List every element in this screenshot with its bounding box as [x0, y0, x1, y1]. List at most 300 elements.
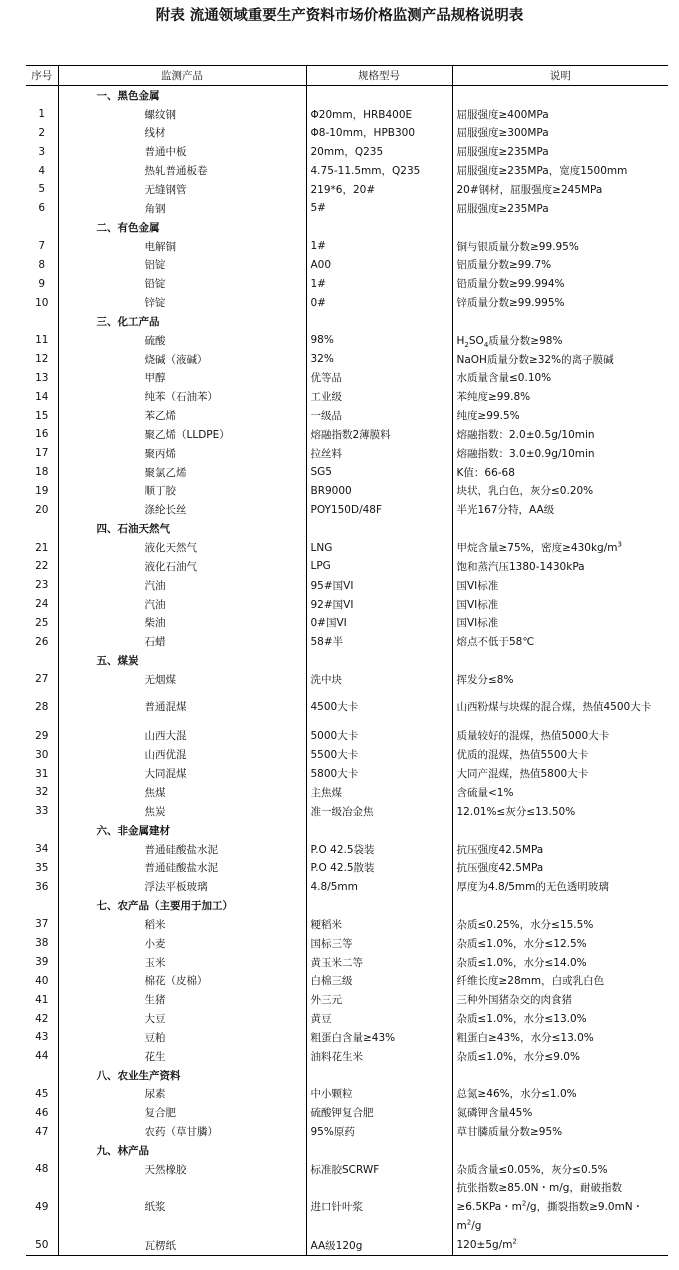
- product-name: 瓦楞纸: [58, 1236, 306, 1255]
- spec-cell: 准一级冶金焦: [306, 802, 452, 821]
- row-number: [26, 896, 58, 915]
- desc-cell: 熔点不低于58℃: [452, 632, 668, 651]
- product-name: 烧碱（液碱）: [58, 350, 306, 369]
- desc-cell: 草甘膦质量分数≥95%: [452, 1122, 668, 1141]
- product-name: 普通中板: [58, 142, 306, 161]
- table-row: [26, 387, 668, 406]
- table-row: [26, 105, 668, 124]
- spec-cell: 中小颗粒: [306, 1085, 452, 1104]
- desc-cell: $H_2SO_4$质量分数≥98%: [452, 331, 668, 350]
- spec-cell: Φ8-10mm，HPB300: [306, 124, 452, 143]
- table-row: [26, 877, 668, 896]
- spec-cell: 98%: [306, 331, 452, 350]
- row-number: 12: [35, 353, 49, 366]
- desc-cell: 铝质量分数≥99.7%: [452, 255, 668, 274]
- spec-cell: A00: [306, 255, 452, 274]
- row-number: 20: [35, 503, 49, 516]
- category-row: [26, 1141, 668, 1160]
- row-number: 17: [35, 447, 49, 460]
- row-number: 46: [35, 1106, 49, 1119]
- desc-cell: 国VI标准: [452, 576, 668, 595]
- category-row: [26, 218, 668, 237]
- product-name: 棉花（皮棉）: [58, 972, 306, 991]
- spec-cell: 熔融指数2薄膜料: [306, 425, 452, 444]
- spec-cell: 1#: [306, 274, 452, 293]
- table-row: [26, 444, 668, 463]
- spec-cell: 洗中块: [306, 670, 452, 689]
- spec-cell: [306, 519, 452, 538]
- spec-cell: 外三元: [306, 990, 452, 1009]
- row-number: 26: [35, 635, 49, 648]
- spec-cell: P.O 42.5散装: [306, 858, 452, 877]
- spec-cell: 5#: [306, 199, 452, 218]
- row-number: 16: [35, 428, 49, 441]
- table-row: [26, 180, 668, 199]
- row-number: 41: [35, 993, 49, 1006]
- product-name: 普通硅酸盐水泥: [58, 840, 306, 859]
- table-row: [26, 463, 668, 482]
- table-row: [26, 915, 668, 934]
- spec-table: [26, 65, 668, 1256]
- desc-cell: [452, 218, 668, 237]
- category-row: [26, 1066, 668, 1085]
- table-row: [26, 124, 668, 143]
- row-number: 18: [35, 466, 49, 479]
- row-number: 40: [35, 974, 49, 987]
- header-spec: 规格型号: [306, 66, 452, 86]
- row-number: [26, 651, 58, 670]
- product-name: 豆粕: [58, 1028, 306, 1047]
- desc-cell: [452, 85, 668, 104]
- table-row: [26, 595, 668, 614]
- category-row: [26, 821, 668, 840]
- product-name: 汽油: [58, 576, 306, 595]
- table-row: [26, 331, 668, 350]
- desc-cell: 屈服强度≥235MPa: [452, 199, 668, 218]
- table-row: [26, 274, 668, 293]
- row-number: [26, 312, 58, 331]
- row-number: 9: [38, 277, 46, 290]
- product-name: 苯乙烯: [58, 406, 306, 425]
- row-number: 13: [35, 371, 49, 384]
- desc-cell: 抗压强度42.5MPa: [452, 840, 668, 859]
- table-row: [26, 482, 668, 501]
- product-name: 锌锭: [58, 293, 306, 312]
- product-name: 铅锭: [58, 274, 306, 293]
- spec-cell: 95%原药: [306, 1122, 452, 1141]
- product-name: 焦炭: [58, 802, 306, 821]
- table-body: [26, 85, 668, 1255]
- product-name: 山西优混: [58, 745, 306, 764]
- table-row: [26, 1047, 668, 1066]
- table-row: [26, 670, 668, 689]
- product-name: 聚乙烯（LLDPE）: [58, 425, 306, 444]
- product-name: 汽油: [58, 595, 306, 614]
- table-row: [26, 1085, 668, 1104]
- category-row: [26, 651, 668, 670]
- row-number: 11: [35, 334, 49, 347]
- desc-cell: 抗压强度42.5MPa: [452, 858, 668, 877]
- desc-cell: K值：66-68: [452, 463, 668, 482]
- table-row: [26, 1028, 668, 1047]
- category-name: 二、有色金属: [58, 218, 306, 237]
- category-name: 四、石油天然气: [58, 519, 306, 538]
- desc-cell: $120\pm 5g/m^2$: [452, 1236, 668, 1255]
- category-row: [26, 312, 668, 331]
- row-number: 34: [35, 843, 49, 856]
- desc-cell: 水质量含量≤0.10%: [452, 369, 668, 388]
- category-name: 三、化工产品: [58, 312, 306, 331]
- desc-cell: 屈服强度≥235MPa: [452, 142, 668, 161]
- product-name: 尿素: [58, 1085, 306, 1104]
- desc-cell: 杂质≤1.0%，水分≤13.0%: [452, 1009, 668, 1028]
- product-name: 聚丙烯: [58, 444, 306, 463]
- desc-cell: 杂质≤1.0%，水分≤9.0%: [452, 1047, 668, 1066]
- spec-cell: 58#半: [306, 632, 452, 651]
- desc-cell: [452, 651, 668, 670]
- table-row: [26, 802, 668, 821]
- desc-cell: 总氮≥46%，水分≤1.0%: [452, 1085, 668, 1104]
- row-number: 47: [35, 1125, 49, 1138]
- desc-cell: 半光167分特，AA级: [452, 500, 668, 519]
- desc-cell: 大同产混煤，热值5800大卡: [452, 764, 668, 783]
- table-row: [26, 557, 668, 576]
- spec-cell: [306, 85, 452, 104]
- product-name: 无烟煤: [58, 670, 306, 689]
- desc-cell: [452, 821, 668, 840]
- table-row: [26, 953, 668, 972]
- product-name: 聚氯乙烯: [58, 463, 306, 482]
- table-row: [26, 1160, 668, 1179]
- desc-cell: [452, 312, 668, 331]
- product-name: 硫酸: [58, 331, 306, 350]
- table-row: [26, 350, 668, 369]
- row-number: 6: [38, 202, 46, 215]
- row-number: 37: [35, 918, 49, 931]
- spec-cell: 4500大卡: [306, 689, 452, 727]
- spec-cell: 32%: [306, 350, 452, 369]
- table-row: [26, 576, 668, 595]
- table-row: [26, 199, 668, 218]
- desc-cell: 质量较好的混煤，热值5000大卡: [452, 727, 668, 746]
- spec-cell: 粳稻米: [306, 915, 452, 934]
- row-number: 19: [35, 484, 49, 497]
- spec-cell: [306, 312, 452, 331]
- product-name: 液化石油气: [58, 557, 306, 576]
- spec-cell: 219*6，20#: [306, 180, 452, 199]
- row-number: [26, 821, 58, 840]
- product-name: 玉米: [58, 953, 306, 972]
- table-row: [26, 613, 668, 632]
- spec-cell: 4.8/5mm: [306, 877, 452, 896]
- desc-cell: 三种外国猪杂交的肉食猪: [452, 990, 668, 1009]
- row-number: 23: [35, 579, 49, 592]
- desc-cell: [452, 519, 668, 538]
- spec-cell: 拉丝料: [306, 444, 452, 463]
- row-number: 38: [35, 937, 49, 950]
- product-name: 纸浆: [58, 1179, 306, 1236]
- row-number: [26, 1141, 58, 1160]
- row-number: 49: [35, 1200, 49, 1213]
- row-number: [26, 1066, 58, 1085]
- row-number: 14: [35, 390, 49, 403]
- spec-cell: 黄玉米二等: [306, 953, 452, 972]
- row-number: 7: [38, 240, 46, 253]
- table-row: [26, 990, 668, 1009]
- spec-cell: 5500大卡: [306, 745, 452, 764]
- product-name: 小麦: [58, 934, 306, 953]
- category-name: 六、非金属建材: [58, 821, 306, 840]
- category-name: 九、林产品: [58, 1141, 306, 1160]
- product-name: 焦煤: [58, 783, 306, 802]
- row-number: 45: [35, 1087, 49, 1100]
- row-number: 43: [35, 1031, 49, 1044]
- row-number: 2: [38, 126, 46, 139]
- spec-cell: LNG: [306, 538, 452, 557]
- product-name: 普通硅酸盐水泥: [58, 858, 306, 877]
- table-row: [26, 237, 668, 256]
- table-row: [26, 1236, 668, 1255]
- product-name: 浮法平板玻璃: [58, 877, 306, 896]
- product-name: 甲醇: [58, 369, 306, 388]
- desc-cell: 纯度≥99.5%: [452, 406, 668, 425]
- spec-cell: 黄豆: [306, 1009, 452, 1028]
- table-row: [26, 142, 668, 161]
- product-name: 柴油: [58, 613, 306, 632]
- table-row: [26, 764, 668, 783]
- table-row: [26, 538, 668, 557]
- row-number: 25: [35, 616, 49, 629]
- header-product: 监测产品: [58, 66, 306, 86]
- desc-cell: 粗蛋白≥43%，水分≤13.0%: [452, 1028, 668, 1047]
- desc-cell: 含硫量<1%: [452, 783, 668, 802]
- row-number: 44: [35, 1050, 49, 1063]
- spec-cell: 进口针叶浆: [306, 1179, 452, 1236]
- table-row: [26, 1009, 668, 1028]
- row-number: 24: [35, 598, 49, 611]
- spec-cell: 标准胶SCRWF: [306, 1160, 452, 1179]
- desc-cell: 杂质≤0.25%，水分≤15.5%: [452, 915, 668, 934]
- row-number: 36: [35, 880, 49, 893]
- spec-cell: 硫酸钾复合肥: [306, 1103, 452, 1122]
- row-number: 48: [35, 1163, 49, 1176]
- category-row: [26, 519, 668, 538]
- desc-cell: 屈服强度≥235MPa，宽度1500mm: [452, 161, 668, 180]
- row-number: 1: [38, 108, 46, 121]
- desc-cell: 饱和蒸汽压1380-1430kPa: [452, 557, 668, 576]
- category-name: 五、煤炭: [58, 651, 306, 670]
- row-number: 32: [35, 786, 49, 799]
- row-number: 10: [35, 296, 49, 309]
- spec-cell: BR9000: [306, 482, 452, 501]
- desc-cell: NaOH质量分数≥32%的离子膜碱: [452, 350, 668, 369]
- product-name: 铝锭: [58, 255, 306, 274]
- product-name: 山西大混: [58, 727, 306, 746]
- spec-cell: 白棉三级: [306, 972, 452, 991]
- table-row: [26, 369, 668, 388]
- desc-cell: 厚度为4.8/5mm的无色透明玻璃: [452, 877, 668, 896]
- spec-cell: 20mm，Q235: [306, 142, 452, 161]
- spec-cell: [306, 821, 452, 840]
- table-row: [26, 161, 668, 180]
- header-no: 序号: [26, 66, 58, 86]
- page-title: 附表 流通领域重要生产资料市场价格监测产品规格说明表: [155, 7, 524, 24]
- spec-cell: 0#国VI: [306, 613, 452, 632]
- table-row: [26, 293, 668, 312]
- desc-cell: 国VI标准: [452, 613, 668, 632]
- product-name: 普通混煤: [58, 689, 306, 727]
- spec-cell: [306, 896, 452, 915]
- product-name: 热轧普通板卷: [58, 161, 306, 180]
- table-row: [26, 934, 668, 953]
- table-row: [26, 689, 668, 727]
- spec-cell: 92#国VI: [306, 595, 452, 614]
- spec-cell: 主焦煤: [306, 783, 452, 802]
- desc-cell: [452, 896, 668, 915]
- desc-cell: 挥发分≤8%: [452, 670, 668, 689]
- product-name: 大豆: [58, 1009, 306, 1028]
- desc-cell: 杂质≤1.0%，水分≤12.5%: [452, 934, 668, 953]
- product-name: 角钢: [58, 199, 306, 218]
- category-row: [26, 85, 668, 104]
- spec-cell: 4.75-11.5mm，Q235: [306, 161, 452, 180]
- row-number: 21: [35, 541, 49, 554]
- header-desc: 说明: [452, 66, 668, 86]
- row-number: 28: [35, 701, 49, 714]
- table-row: [26, 255, 668, 274]
- spec-cell: 5000大卡: [306, 727, 452, 746]
- table-row: [26, 840, 668, 859]
- spec-cell: P.O 42.5袋装: [306, 840, 452, 859]
- table-row: [26, 783, 668, 802]
- desc-cell: 抗张指数≥85.0N・m/g，耐破指数≥6.5KPa・$m^2/g$，撕裂指数≥9.0mN・$m^2/g$: [452, 1179, 668, 1236]
- row-number: 39: [35, 956, 49, 969]
- category-name: 七、农产品（主要用于加工）: [58, 896, 306, 915]
- spec-cell: 优等品: [306, 369, 452, 388]
- product-name: 纯苯（石油苯）: [58, 387, 306, 406]
- spec-cell: [306, 218, 452, 237]
- table-row: [26, 727, 668, 746]
- row-number: 22: [35, 560, 49, 573]
- spec-cell: 油料花生米: [306, 1047, 452, 1066]
- desc-cell: 国VI标准: [452, 595, 668, 614]
- spec-cell: [306, 1066, 452, 1085]
- spec-cell: Φ20mm，HRB400E: [306, 105, 452, 124]
- row-number: 33: [35, 805, 49, 818]
- desc-cell: 山西粉煤与块煤的混合煤，热值4500大卡: [452, 689, 668, 727]
- table-row: [26, 1122, 668, 1141]
- desc-cell: 熔融指数：3.0±0.9g/10min: [452, 444, 668, 463]
- table-row: [26, 972, 668, 991]
- row-number: 29: [35, 729, 49, 742]
- row-number: 42: [35, 1012, 49, 1025]
- spec-cell: [306, 1141, 452, 1160]
- desc-cell: 优质的混煤，热值5500大卡: [452, 745, 668, 764]
- spec-cell: SG5: [306, 463, 452, 482]
- desc-cell: 纤维长度≥28mm，白或乳白色: [452, 972, 668, 991]
- product-name: 石蜡: [58, 632, 306, 651]
- table-header-row: [26, 66, 668, 86]
- table-row: [26, 425, 668, 444]
- spec-cell: 粗蛋白含量≥43%: [306, 1028, 452, 1047]
- category-name: 一、黑色金属: [58, 85, 306, 104]
- desc-cell: 氮磷钾含量45%: [452, 1103, 668, 1122]
- row-number: 35: [35, 861, 49, 874]
- product-name: 农药（草甘膦）: [58, 1122, 306, 1141]
- product-name: 大同混煤: [58, 764, 306, 783]
- product-name: 液化天然气: [58, 538, 306, 557]
- spec-cell: 一级品: [306, 406, 452, 425]
- desc-cell: 屈服强度≥300MPa: [452, 124, 668, 143]
- product-name: 花生: [58, 1047, 306, 1066]
- spec-cell: 1#: [306, 237, 452, 256]
- product-name: 天然橡胶: [58, 1160, 306, 1179]
- row-number: 4: [38, 164, 46, 177]
- desc-cell: 12.01%≤灰分≤13.50%: [452, 802, 668, 821]
- product-name: 复合肥: [58, 1103, 306, 1122]
- spec-cell: [306, 651, 452, 670]
- desc-cell: 块状，乳白色，灰分≤0.20%: [452, 482, 668, 501]
- table-row: [26, 858, 668, 877]
- row-number: [26, 519, 58, 538]
- spec-cell: 95#国VI: [306, 576, 452, 595]
- row-number: 50: [26, 1236, 58, 1255]
- row-number: 31: [35, 767, 49, 780]
- spec-cell: 5800大卡: [306, 764, 452, 783]
- desc-cell: 杂质含量≤0.05%，灰分≤0.5%: [452, 1160, 668, 1179]
- row-number: 27: [35, 673, 49, 686]
- spec-cell: 国标三等: [306, 934, 452, 953]
- spec-cell: 0#: [306, 293, 452, 312]
- spec-cell: LPG: [306, 557, 452, 576]
- product-name: 无缝钢管: [58, 180, 306, 199]
- product-name: 螺纹钢: [58, 105, 306, 124]
- desc-cell: 甲烷含量≥75%，密度$\ge 430kg/m^3$: [452, 538, 668, 557]
- desc-cell: [452, 1141, 668, 1160]
- row-number: 30: [35, 748, 49, 761]
- desc-cell: 屈服强度≥400MPa: [452, 105, 668, 124]
- desc-cell: 熔融指数：2.0±0.5g/10min: [452, 425, 668, 444]
- category-row: [26, 896, 668, 915]
- product-name: 线材: [58, 124, 306, 143]
- product-name: 稻米: [58, 915, 306, 934]
- table-row: [26, 1179, 668, 1236]
- row-number: [26, 218, 58, 237]
- spec-cell: 工业级: [306, 387, 452, 406]
- desc-cell: [452, 1066, 668, 1085]
- product-name: 电解铜: [58, 237, 306, 256]
- category-name: 八、农业生产资料: [58, 1066, 306, 1085]
- row-number: 15: [35, 409, 49, 422]
- row-number: 8: [38, 258, 46, 271]
- desc-cell: 苯纯度≥99.8%: [452, 387, 668, 406]
- table-row: [26, 632, 668, 651]
- table-row: [26, 745, 668, 764]
- product-name: 顺丁胶: [58, 482, 306, 501]
- row-number: 3: [38, 145, 46, 158]
- spec-cell: POY150D/48F: [306, 500, 452, 519]
- row-number: 5: [38, 183, 46, 196]
- table-row: [26, 406, 668, 425]
- desc-cell: 铅质量分数≥99.994%: [452, 274, 668, 293]
- spec-cell: AA级120g: [306, 1236, 452, 1255]
- desc-cell: 20#钢材，屈服强度≥245MPa: [452, 180, 668, 199]
- desc-cell: 锌质量分数≥99.995%: [452, 293, 668, 312]
- table-row: [26, 500, 668, 519]
- product-name: 涤纶长丝: [58, 500, 306, 519]
- product-name: 生猪: [58, 990, 306, 1009]
- desc-cell: 杂质≤1.0%，水分≤14.0%: [452, 953, 668, 972]
